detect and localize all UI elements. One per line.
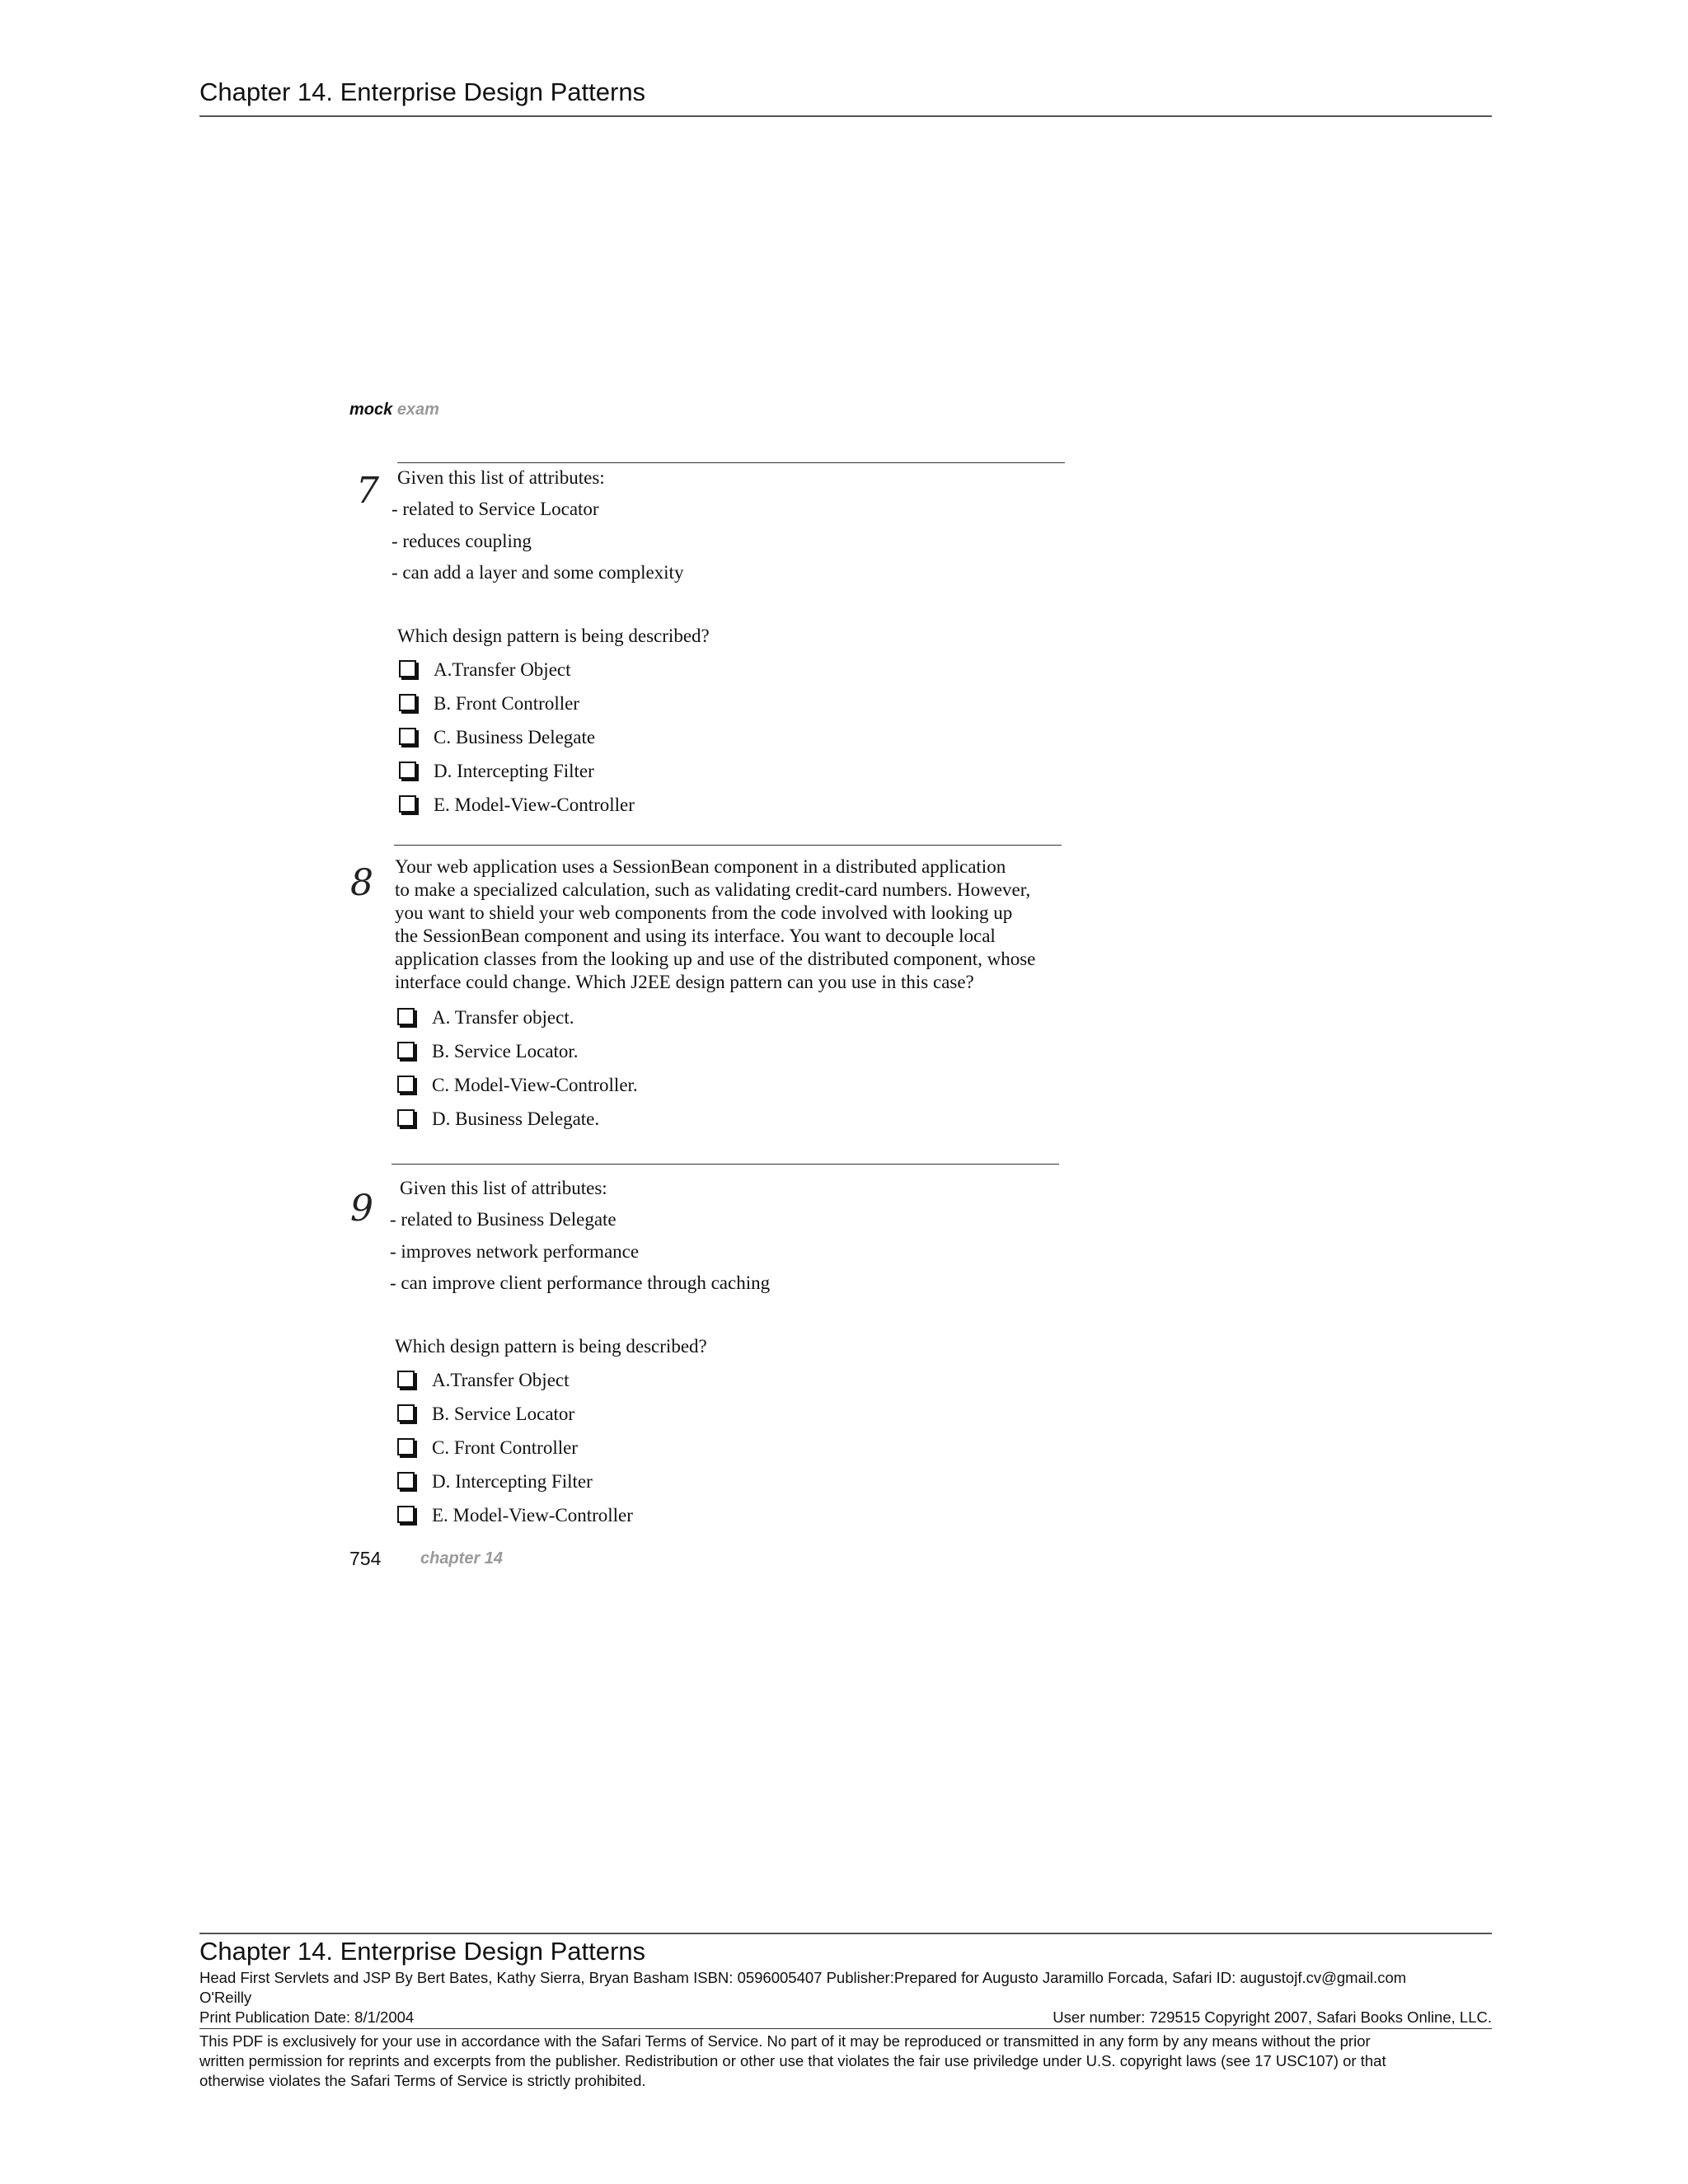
q8-option-d-label: D. Business Delegate.	[432, 1108, 600, 1129]
q9-option-e[interactable]	[397, 1505, 633, 1526]
section-label-sub: exam	[396, 401, 439, 419]
footer-publisher: O'Reilly	[199, 1989, 252, 2006]
section-label-main: mock	[349, 401, 393, 419]
checkbox-icon[interactable]	[397, 1109, 415, 1127]
q8-number: 8	[350, 862, 373, 904]
footer-legal-line: written permission for reprints and excerpts from the publisher. Redistribution or other use that violates the fair use priviledge under U.S. copyright laws (see 17 USC107) or that	[199, 2052, 1386, 2069]
q9-attribute: - improves network performance	[390, 1241, 640, 1262]
q8-line: you want to shield your web components from the code involved with looking up	[395, 902, 1013, 923]
q9-number: 9	[350, 1188, 373, 1230]
page-header-title: Chapter 14. Enterprise Design Patterns	[199, 77, 646, 106]
q7-option-a[interactable]	[399, 659, 571, 681]
q7-option-b[interactable]	[399, 693, 579, 715]
q9-question: Which design pattern is being described?	[395, 1336, 707, 1357]
q8-option-a[interactable]	[397, 1007, 574, 1029]
checkbox-icon[interactable]	[397, 1008, 415, 1025]
checkbox-icon[interactable]	[399, 795, 416, 813]
q7-attribute: - can add a layer and some complexity	[392, 562, 684, 583]
footer-user-line: User number: 729515 Copyright 2007, Safari Books Online, LLC.	[1053, 2008, 1492, 2026]
q9-option-a-label: A.Transfer Object	[432, 1370, 570, 1390]
q7-option-e-label: E. Model-View-Controller	[434, 794, 635, 815]
q8-line: Your web application uses a SessionBean component in a distributed application	[395, 856, 1006, 877]
footer-legal-line: This PDF is exclusively for your use in accordance with the Safari Terms of Service. No part of it may be reproduced or transmitted in any form by any means without the prior	[199, 2032, 1371, 2050]
q8-option-d[interactable]	[397, 1108, 599, 1130]
q8-option-a-label: A. Transfer object.	[432, 1007, 574, 1028]
chapter-label: chapter 14	[420, 1549, 504, 1568]
q9-option-b[interactable]	[397, 1404, 574, 1425]
q8-option-b-label: B. Service Locator.	[432, 1041, 579, 1062]
q7-option-b-label: B. Front Controller	[434, 693, 579, 714]
q8-line: to make a specialized calculation, such as validating credit-card numbers. However,	[395, 879, 1031, 900]
q8-line: application classes from the looking up and use of the distributed component, whose	[395, 949, 1036, 969]
q9-intro: Given this list of attributes:	[400, 1178, 607, 1198]
q7-option-d[interactable]	[399, 761, 594, 782]
q7-option-a-label: A.Transfer Object	[434, 659, 571, 680]
q9-option-e-label: E. Model-View-Controller	[432, 1505, 633, 1526]
q7-option-d-label: D. Intercepting Filter	[434, 761, 594, 781]
q7-option-c[interactable]	[399, 727, 595, 748]
footer-legal-line: otherwise violates the Safari Terms of Service is strictly prohibited.	[199, 2072, 646, 2089]
q9-attribute: - related to Business Delegate	[390, 1209, 617, 1230]
q7-attribute: - reduces coupling	[392, 531, 532, 551]
q9-option-c[interactable]	[397, 1437, 578, 1459]
q7-option-c-label: C. Business Delegate	[434, 727, 596, 748]
checkbox-icon[interactable]	[397, 1404, 415, 1422]
checkbox-icon[interactable]	[399, 660, 416, 677]
header-rule	[199, 115, 1492, 117]
q8-option-c-label: C. Model-View-Controller.	[432, 1075, 638, 1095]
q7-attribute: - related to Service Locator	[392, 499, 599, 519]
footer-print-date: Print Publication Date: 8/1/2004	[199, 2008, 415, 2026]
q8-line: the SessionBean component and using its interface. You want to decouple local	[395, 926, 996, 946]
q7-rule	[397, 462, 1065, 463]
q9-option-c-label: C. Front Controller	[432, 1437, 578, 1458]
checkbox-icon[interactable]	[397, 1042, 415, 1059]
footer-book-line: Head First Servlets and JSP By Bert Bates, Kathy Sierra, Bryan Basham ISBN: 0596005407 Publisher:Prepared for Augusto Jaramillo Forcada, Safari ID: augustojf.cv@gmail.com	[199, 1969, 1407, 1986]
checkbox-icon[interactable]	[399, 762, 416, 779]
q9-option-b-label: B. Service Locator	[432, 1404, 575, 1424]
checkbox-icon[interactable]	[397, 1472, 415, 1489]
q7-number: 7	[356, 470, 379, 512]
checkbox-icon[interactable]	[399, 728, 416, 745]
checkbox-icon[interactable]	[397, 1506, 415, 1523]
q8-option-c[interactable]	[397, 1075, 638, 1096]
q9-option-a[interactable]	[397, 1370, 570, 1391]
checkbox-icon[interactable]	[397, 1076, 415, 1093]
q7-intro: Given this list of attributes:	[397, 467, 605, 488]
page-number: 754	[349, 1548, 382, 1569]
footer-title: Chapter 14. Enterprise Design Patterns	[199, 1937, 646, 1966]
q9-option-d-label: D. Intercepting Filter	[432, 1471, 593, 1492]
q8-question-text	[395, 855, 1120, 994]
footer-legal-rule	[199, 2028, 1492, 2029]
section-label	[349, 401, 439, 419]
q8-rule	[394, 845, 1062, 846]
q7-option-e[interactable]	[399, 794, 635, 816]
q9-rule	[392, 1164, 1059, 1165]
q8-option-b[interactable]	[397, 1041, 579, 1062]
checkbox-icon[interactable]	[397, 1371, 415, 1388]
q9-option-d[interactable]	[397, 1471, 593, 1493]
footer-rule	[199, 1933, 1492, 1934]
checkbox-icon[interactable]	[399, 694, 416, 711]
q8-line: interface could change. Which J2EE design pattern can you use in this case?	[395, 972, 974, 992]
q9-attribute: - can improve client performance through caching	[390, 1272, 771, 1293]
checkbox-icon[interactable]	[397, 1438, 415, 1455]
footer-legal-text	[199, 2032, 1492, 2091]
q7-question: Which design pattern is being described?	[397, 626, 710, 646]
